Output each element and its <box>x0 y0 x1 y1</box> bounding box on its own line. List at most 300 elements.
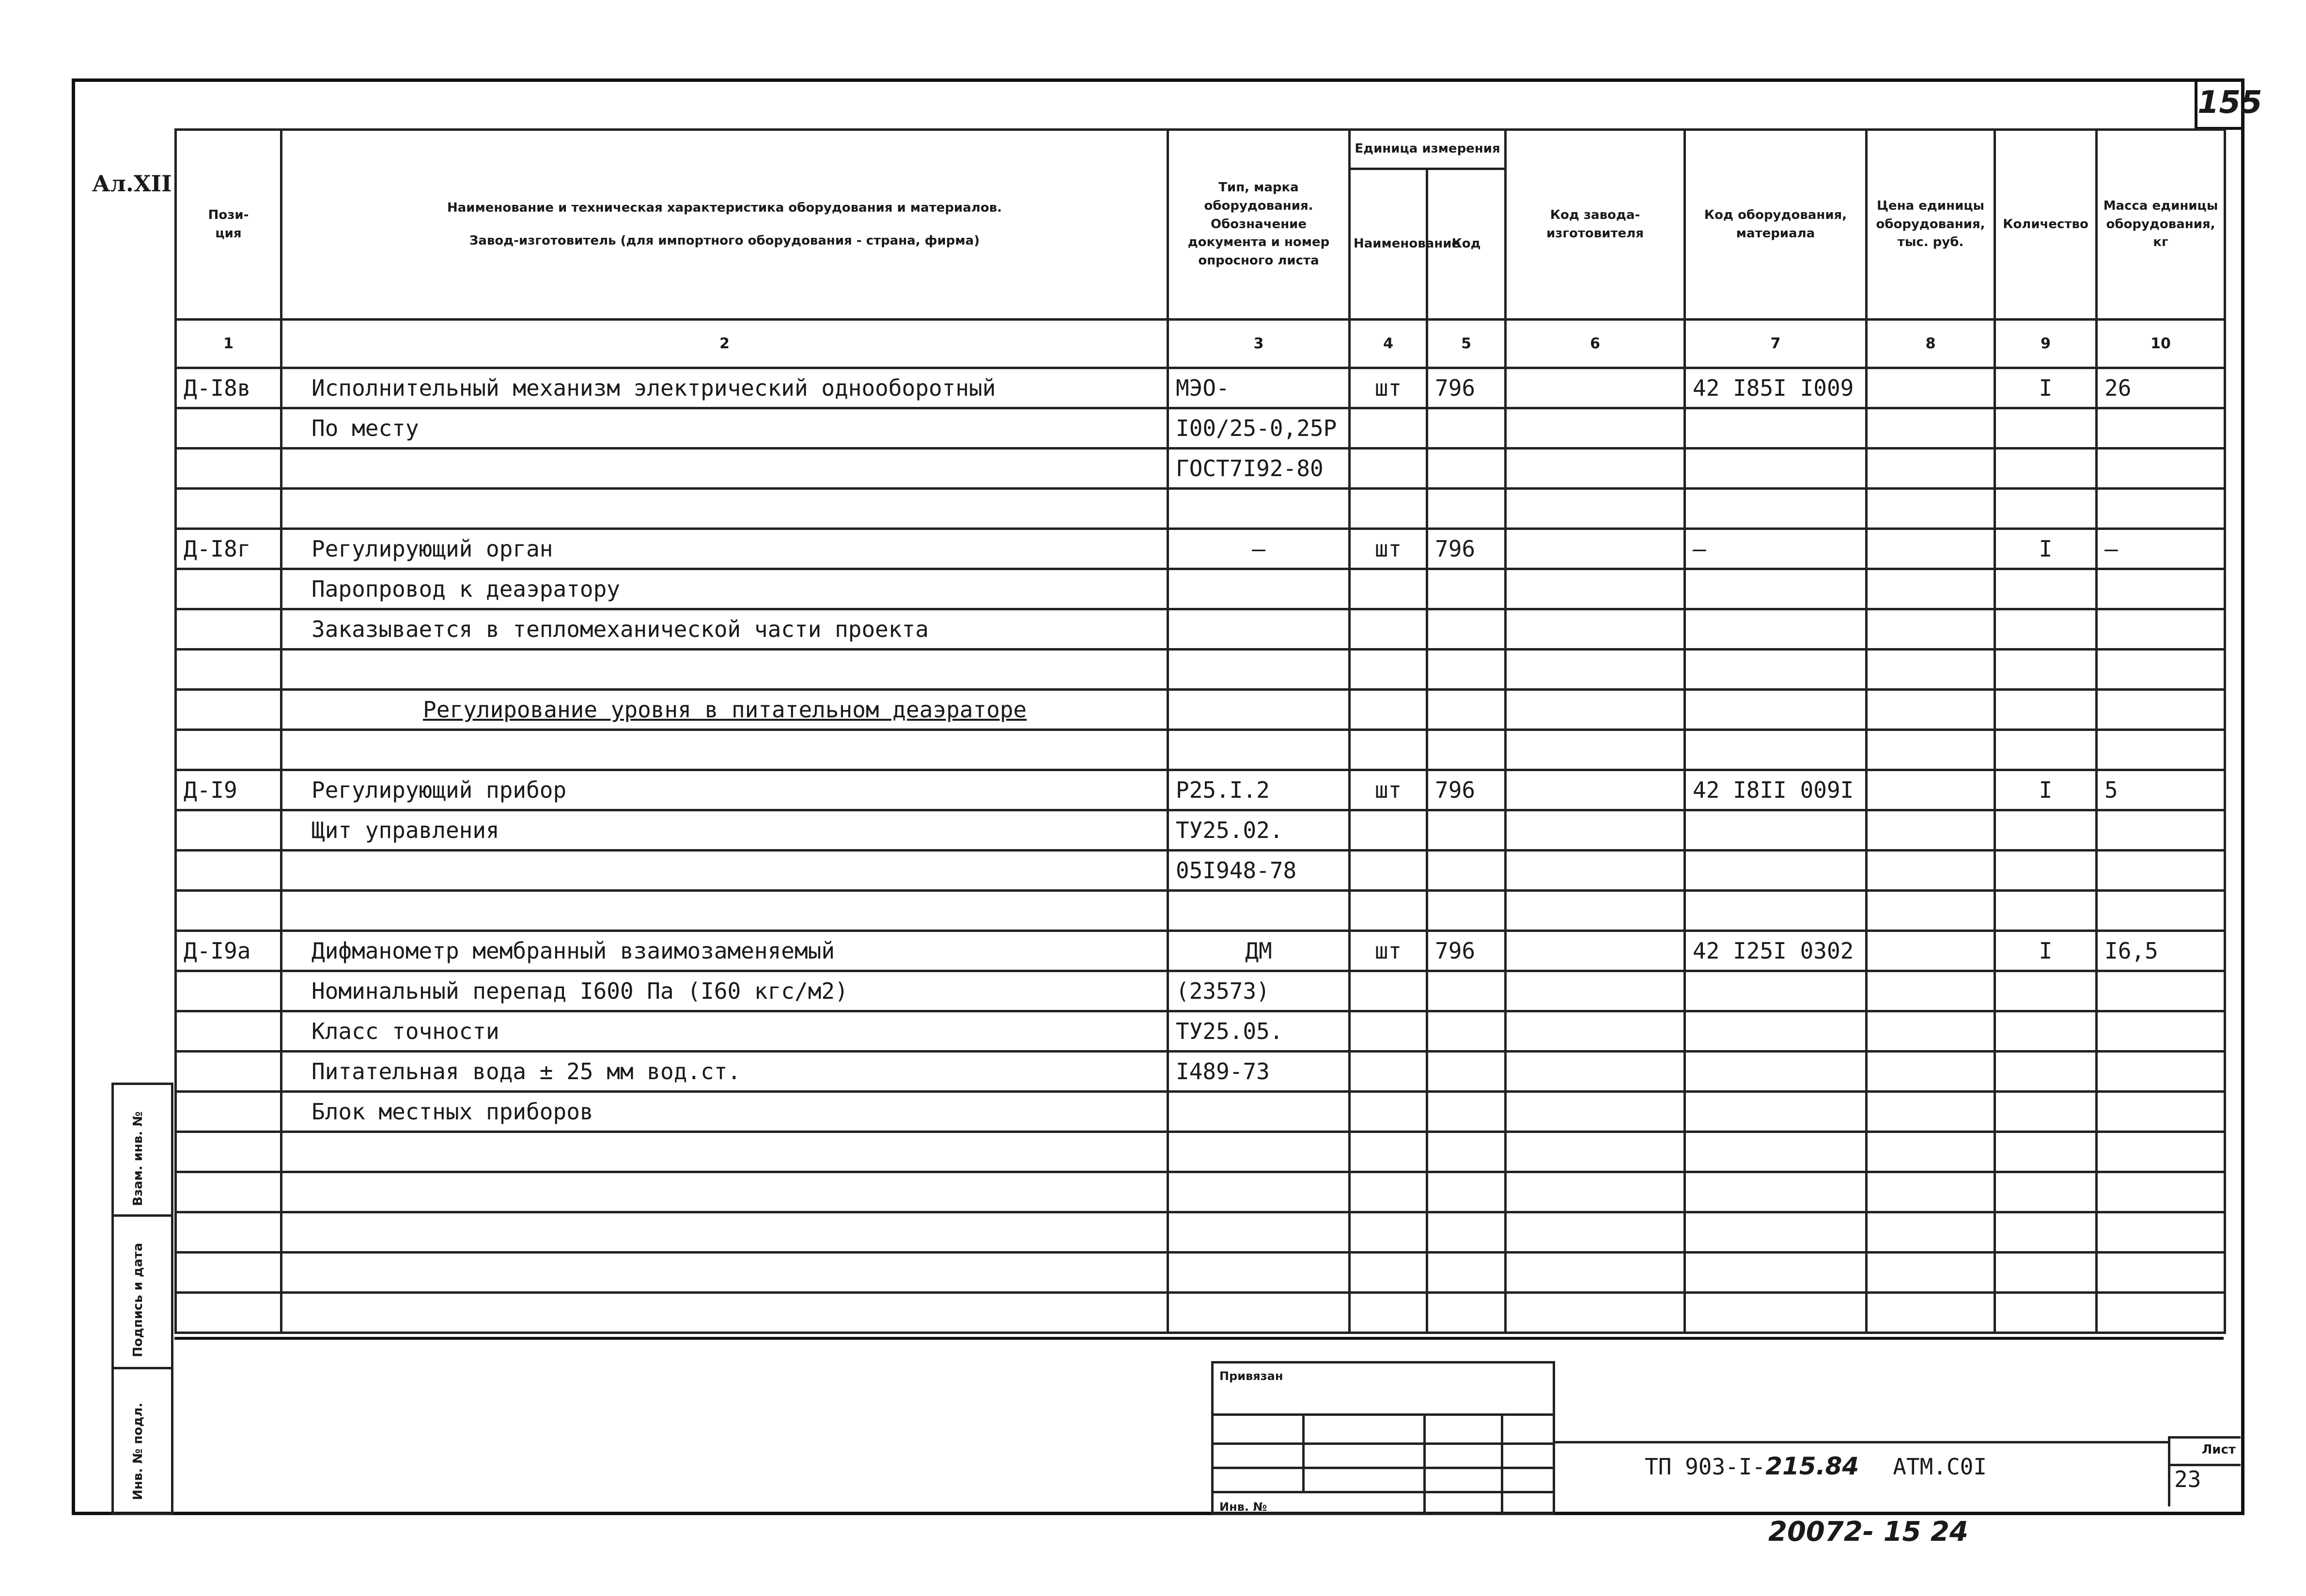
cell-mass <box>2097 449 2225 489</box>
cell-equip: 42 I25I 0302 <box>1685 931 1867 971</box>
column-numbers-row <box>176 320 2225 368</box>
cell-unit <box>1350 650 1427 690</box>
header-unit: Единица измерения <box>1350 130 1506 169</box>
cell-code <box>1427 650 1506 690</box>
cell-pos <box>176 1293 281 1333</box>
cell-plant <box>1506 1212 1685 1253</box>
cell-code <box>1427 971 1506 1011</box>
colnum: 1 <box>176 320 281 368</box>
cell-unit <box>1350 569 1427 609</box>
cell-pos <box>176 569 281 609</box>
cell-qty <box>1995 891 2097 931</box>
document-code: ТП 903-I-215.84 АТМ.С0I <box>1645 1452 1987 1480</box>
cell-unit: шт <box>1350 931 1427 971</box>
table-row <box>176 408 2225 449</box>
cell-plant <box>1506 408 1685 449</box>
cell-equip <box>1685 810 1867 851</box>
cell-plant <box>1506 609 1685 650</box>
cell-name <box>281 1212 1168 1253</box>
cell-price <box>1867 851 1995 891</box>
table-row <box>176 1293 2225 1333</box>
appendix-label: Ал.XII <box>92 170 172 197</box>
cell-qty <box>1995 810 2097 851</box>
cell-name <box>281 1172 1168 1212</box>
cell-type: ДМ <box>1168 931 1350 971</box>
cell-pos <box>176 891 281 931</box>
table-row <box>176 891 2225 931</box>
cell-plant <box>1506 730 1685 770</box>
cell-equip <box>1685 1092 1867 1132</box>
cell-plant <box>1506 810 1685 851</box>
cell-price <box>1867 1132 1995 1172</box>
table-row <box>176 971 2225 1011</box>
table-row <box>176 368 2225 408</box>
cell-code <box>1427 891 1506 931</box>
cell-code <box>1427 1132 1506 1172</box>
cell-type <box>1168 690 1350 730</box>
cell-name: Заказывается в тепломеханической части проекта <box>281 609 1168 650</box>
cell-price <box>1867 1172 1995 1212</box>
header-row <box>176 130 2225 169</box>
title-block-line <box>1553 1441 2170 1443</box>
table-row <box>176 1212 2225 1253</box>
cell-qty <box>1995 569 2097 609</box>
colnum: 2 <box>281 320 1168 368</box>
cell-qty <box>1995 489 2097 529</box>
cell-name: Щит управления <box>281 810 1168 851</box>
cell-plant <box>1506 529 1685 569</box>
cell-price <box>1867 489 1995 529</box>
cell-equip <box>1685 609 1867 650</box>
cell-mass: 26 <box>2097 368 2225 408</box>
cell-name: Питательная вода ± 25 мм вод.ст. <box>281 1052 1168 1092</box>
table-row <box>176 851 2225 891</box>
cell-plant <box>1506 891 1685 931</box>
cell-pos <box>176 650 281 690</box>
cell-pos <box>176 1052 281 1092</box>
table-row <box>176 569 2225 609</box>
cell-mass <box>2097 1253 2225 1293</box>
cell-pos <box>176 1011 281 1052</box>
cell-qty <box>1995 1011 2097 1052</box>
cell-type: ТУ25.05. <box>1168 1011 1350 1052</box>
cell-qty <box>1995 609 2097 650</box>
cell-mass <box>2097 1293 2225 1333</box>
cell-equip <box>1685 971 1867 1011</box>
cell-type <box>1168 1253 1350 1293</box>
cell-unit <box>1350 851 1427 891</box>
cell-type: I489-73 <box>1168 1052 1350 1092</box>
attachment-stamp <box>1211 1361 1555 1515</box>
cell-code <box>1427 1212 1506 1253</box>
cell-unit <box>1350 891 1427 931</box>
cell-equip <box>1685 1253 1867 1293</box>
cell-name <box>281 489 1168 529</box>
cell-plant <box>1506 1132 1685 1172</box>
cell-unit <box>1350 1253 1427 1293</box>
header-type: Тип, марка оборудования. Обозначение документа и номер опросного листа <box>1168 130 1350 320</box>
cell-pos <box>176 1132 281 1172</box>
cell-price <box>1867 971 1995 1011</box>
cell-code <box>1427 1172 1506 1212</box>
header-mass: Масса единицы оборудования, кг <box>2097 130 2225 320</box>
cell-equip <box>1685 489 1867 529</box>
cell-name: Паропровод к деаэратору <box>281 569 1168 609</box>
cell-type <box>1168 891 1350 931</box>
cell-qty <box>1995 1293 2097 1333</box>
cell-pos <box>176 971 281 1011</box>
cell-mass <box>2097 1212 2225 1253</box>
colnum: 4 <box>1350 320 1427 368</box>
cell-type <box>1168 1212 1350 1253</box>
cell-plant <box>1506 770 1685 810</box>
cell-code <box>1427 408 1506 449</box>
cell-code <box>1427 810 1506 851</box>
cell-plant <box>1506 449 1685 489</box>
cell-pos <box>176 851 281 891</box>
table-row <box>176 1172 2225 1212</box>
cell-code <box>1427 1011 1506 1052</box>
cell-type: ГОСТ7I92-80 <box>1168 449 1350 489</box>
cell-name: Класс точности <box>281 1011 1168 1052</box>
stamp-attached-label: Привязан <box>1219 1369 1283 1383</box>
cell-pos <box>176 690 281 730</box>
cell-type: I00/25-0,25Р <box>1168 408 1350 449</box>
colnum: 9 <box>1995 320 2097 368</box>
cell-type <box>1168 650 1350 690</box>
cell-equip <box>1685 1293 1867 1333</box>
table-row <box>176 931 2225 971</box>
sidebar-signature-date: Подпись и дата <box>114 1217 171 1369</box>
cell-equip: – <box>1685 529 1867 569</box>
cell-mass <box>2097 609 2225 650</box>
cell-pos <box>176 489 281 529</box>
cell-pos <box>176 1212 281 1253</box>
cell-code <box>1427 489 1506 529</box>
cell-equip <box>1685 408 1867 449</box>
table-row <box>176 730 2225 770</box>
approval-sidebar <box>111 1083 173 1515</box>
cell-unit <box>1350 1132 1427 1172</box>
cell-type: – <box>1168 529 1350 569</box>
specification-table <box>174 128 2226 1334</box>
cell-qty <box>1995 1172 2097 1212</box>
cell-code <box>1427 1253 1506 1293</box>
cell-mass <box>2097 1011 2225 1052</box>
cell-name <box>281 1293 1168 1333</box>
cell-plant <box>1506 971 1685 1011</box>
cell-price <box>1867 408 1995 449</box>
cell-qty: I <box>1995 368 2097 408</box>
header-position: Пози- ция <box>176 130 281 320</box>
cell-unit <box>1350 1092 1427 1132</box>
cell-unit: шт <box>1350 368 1427 408</box>
cell-qty <box>1995 851 2097 891</box>
cell-qty <box>1995 1132 2097 1172</box>
cell-name: Регулирование уровня в питательном деаэраторе <box>281 690 1168 730</box>
cell-pos <box>176 408 281 449</box>
table-row <box>176 770 2225 810</box>
header-quantity: Количество <box>1995 130 2097 320</box>
table-row <box>176 650 2225 690</box>
cell-code <box>1427 690 1506 730</box>
cell-code <box>1427 609 1506 650</box>
table-row <box>176 1011 2225 1052</box>
cell-price <box>1867 1293 1995 1333</box>
cell-price <box>1867 529 1995 569</box>
cell-qty <box>1995 1253 2097 1293</box>
cell-mass <box>2097 408 2225 449</box>
cell-qty <box>1995 1212 2097 1253</box>
cell-qty <box>1995 1092 2097 1132</box>
cell-mass <box>2097 891 2225 931</box>
cell-mass <box>2097 1052 2225 1092</box>
cell-code <box>1427 730 1506 770</box>
cell-plant <box>1506 1092 1685 1132</box>
cell-mass <box>2097 851 2225 891</box>
cell-equip <box>1685 1132 1867 1172</box>
cell-equip <box>1685 690 1867 730</box>
cell-price <box>1867 1212 1995 1253</box>
cell-unit <box>1350 1212 1427 1253</box>
handwritten-archive-number: 20072- 15 24 <box>1768 1516 1968 1548</box>
cell-name <box>281 1253 1168 1293</box>
cell-unit <box>1350 449 1427 489</box>
cell-price <box>1867 1011 1995 1052</box>
cell-price <box>1867 770 1995 810</box>
cell-unit <box>1350 810 1427 851</box>
cell-qty <box>1995 650 2097 690</box>
cell-equip <box>1685 1011 1867 1052</box>
cell-code <box>1427 1092 1506 1132</box>
sidebar-replacement-inv: Взам. инв. № <box>114 1085 171 1217</box>
cell-price <box>1867 1253 1995 1293</box>
cell-qty <box>1995 449 2097 489</box>
cell-price <box>1867 368 1995 408</box>
cell-pos: Д-I9а <box>176 931 281 971</box>
sheet-box: Лист 23 <box>2168 1436 2241 1506</box>
cell-qty: I <box>1995 529 2097 569</box>
cell-price <box>1867 1052 1995 1092</box>
cell-name: Регулирующий орган <box>281 529 1168 569</box>
table-row <box>176 810 2225 851</box>
cell-unit <box>1350 1052 1427 1092</box>
table-row <box>176 1092 2225 1132</box>
cell-unit: шт <box>1350 529 1427 569</box>
cell-equip <box>1685 891 1867 931</box>
cell-pos <box>176 449 281 489</box>
cell-mass: – <box>2097 529 2225 569</box>
cell-mass <box>2097 1092 2225 1132</box>
cell-price <box>1867 650 1995 690</box>
cell-type <box>1168 609 1350 650</box>
cell-price <box>1867 1092 1995 1132</box>
cell-plant <box>1506 489 1685 529</box>
cell-code <box>1427 1052 1506 1092</box>
cell-type <box>1168 1293 1350 1333</box>
cell-qty <box>1995 730 2097 770</box>
cell-code <box>1427 449 1506 489</box>
cell-unit <box>1350 1011 1427 1052</box>
cell-type <box>1168 1172 1350 1212</box>
cell-pos <box>176 1253 281 1293</box>
cell-equip <box>1685 1052 1867 1092</box>
cell-mass: I6,5 <box>2097 931 2225 971</box>
cell-type <box>1168 730 1350 770</box>
cell-price <box>1867 449 1995 489</box>
cell-pos <box>176 1172 281 1212</box>
cell-equip <box>1685 1172 1867 1212</box>
cell-plant <box>1506 690 1685 730</box>
cell-unit <box>1350 730 1427 770</box>
cell-plant <box>1506 1293 1685 1333</box>
cell-qty <box>1995 690 2097 730</box>
cell-plant <box>1506 1253 1685 1293</box>
colnum: 7 <box>1685 320 1867 368</box>
cell-price <box>1867 690 1995 730</box>
cell-mass: 5 <box>2097 770 2225 810</box>
cell-name: Номинальный перепад I600 Па (I60 кгс/м2) <box>281 971 1168 1011</box>
cell-type: ТУ25.02. <box>1168 810 1350 851</box>
cell-pos <box>176 810 281 851</box>
header-price: Цена единицы оборудования, тыс. руб. <box>1867 130 1995 320</box>
cell-price <box>1867 569 1995 609</box>
header-unit-code: Код <box>1427 169 1506 320</box>
cell-plant <box>1506 569 1685 609</box>
cell-qty: I <box>1995 931 2097 971</box>
cell-plant <box>1506 1172 1685 1212</box>
cell-mass <box>2097 690 2225 730</box>
cell-price <box>1867 609 1995 650</box>
sheet-value: 23 <box>2170 1464 2241 1492</box>
cell-equip <box>1685 1212 1867 1253</box>
header-unit-name: Наименование <box>1350 169 1427 320</box>
cell-pos: Д-I8в <box>176 368 281 408</box>
cell-mass <box>2097 730 2225 770</box>
cell-equip <box>1685 449 1867 489</box>
cell-qty: I <box>1995 770 2097 810</box>
cell-code <box>1427 851 1506 891</box>
header-name: Наименование и техническая характеристика оборудования и материалов. Завод-изготовитель (для импортного оборудования - страна, фирма) <box>281 130 1168 320</box>
stamp-inv-label: Инв. № <box>1219 1500 1267 1514</box>
cell-mass <box>2097 1132 2225 1172</box>
cell-equip <box>1685 569 1867 609</box>
cell-unit <box>1350 690 1427 730</box>
cell-price <box>1867 891 1995 931</box>
cell-name <box>281 891 1168 931</box>
sidebar-original-inv: Инв. № подл. <box>131 1402 145 1500</box>
cell-code <box>1427 1293 1506 1333</box>
cell-qty <box>1995 971 2097 1011</box>
cell-mass <box>2097 650 2225 690</box>
cell-name: Блок местных приборов <box>281 1092 1168 1132</box>
colnum: 5 <box>1427 320 1506 368</box>
cell-type <box>1168 489 1350 529</box>
cell-mass <box>2097 1172 2225 1212</box>
table-body <box>176 368 2225 1333</box>
cell-plant <box>1506 1011 1685 1052</box>
cell-mass <box>2097 810 2225 851</box>
cell-unit <box>1350 609 1427 650</box>
cell-equip <box>1685 730 1867 770</box>
table-row <box>176 449 2225 489</box>
table-row <box>176 1132 2225 1172</box>
cell-type: МЭО- <box>1168 368 1350 408</box>
cell-name <box>281 730 1168 770</box>
cell-name: По месту <box>281 408 1168 449</box>
cell-type: 05I948-78 <box>1168 851 1350 891</box>
cell-name <box>281 851 1168 891</box>
cell-code: 796 <box>1427 770 1506 810</box>
cell-name <box>281 449 1168 489</box>
header-plant-code: Код завода-изготовителя <box>1506 130 1685 320</box>
cell-price <box>1867 810 1995 851</box>
table-row <box>176 1253 2225 1293</box>
cell-unit <box>1350 1293 1427 1333</box>
cell-plant <box>1506 650 1685 690</box>
cell-qty <box>1995 1052 2097 1092</box>
header-equipment-code: Код оборудования, материала <box>1685 130 1867 320</box>
cell-code <box>1427 569 1506 609</box>
cell-unit <box>1350 971 1427 1011</box>
cell-type <box>1168 1092 1350 1132</box>
cell-type: (23573) <box>1168 971 1350 1011</box>
cell-equip <box>1685 851 1867 891</box>
cell-plant <box>1506 851 1685 891</box>
cell-equip <box>1685 650 1867 690</box>
cell-pos: Д-I9 <box>176 770 281 810</box>
cell-name <box>281 1132 1168 1172</box>
cell-pos <box>176 609 281 650</box>
table-bottom-line <box>174 1337 2224 1340</box>
table-row <box>176 609 2225 650</box>
cell-pos <box>176 730 281 770</box>
table-row <box>176 529 2225 569</box>
cell-name: Регулирующий прибор <box>281 770 1168 810</box>
cell-type: Р25.I.2 <box>1168 770 1350 810</box>
cell-unit <box>1350 408 1427 449</box>
cell-price <box>1867 730 1995 770</box>
table-row <box>176 1052 2225 1092</box>
cell-plant <box>1506 1052 1685 1092</box>
colnum: 3 <box>1168 320 1350 368</box>
cell-name: Дифманометр мембранный взаимозаменяемый <box>281 931 1168 971</box>
colnum: 6 <box>1506 320 1685 368</box>
cell-unit: шт <box>1350 770 1427 810</box>
colnum: 8 <box>1867 320 1995 368</box>
cell-plant <box>1506 368 1685 408</box>
cell-name: Исполнительный механизм электрический однооборотный <box>281 368 1168 408</box>
cell-pos <box>176 1092 281 1132</box>
cell-name <box>281 650 1168 690</box>
cell-equip: 42 I85I I009 <box>1685 368 1867 408</box>
cell-mass <box>2097 569 2225 609</box>
cell-pos: Д-I8г <box>176 529 281 569</box>
cell-type <box>1168 569 1350 609</box>
cell-price <box>1867 931 1995 971</box>
cell-equip: 42 I8II 009I <box>1685 770 1867 810</box>
colnum: 10 <box>2097 320 2225 368</box>
cell-mass <box>2097 489 2225 529</box>
cell-code: 796 <box>1427 368 1506 408</box>
cell-qty <box>1995 408 2097 449</box>
cell-unit <box>1350 1172 1427 1212</box>
cell-code: 796 <box>1427 931 1506 971</box>
table-row <box>176 690 2225 730</box>
cell-plant <box>1506 931 1685 971</box>
cell-mass <box>2097 971 2225 1011</box>
handwritten-sheet-number: 155 <box>2195 78 2244 130</box>
